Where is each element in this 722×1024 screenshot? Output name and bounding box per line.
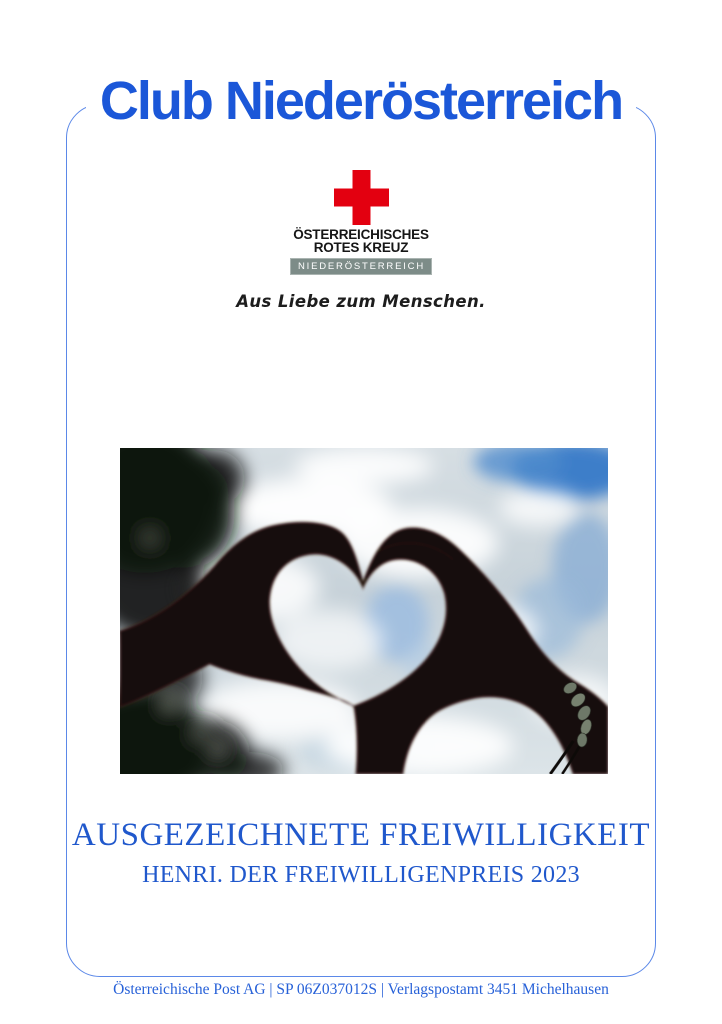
cover-photo-hands-heart xyxy=(120,448,608,774)
org-name xyxy=(293,228,429,254)
club-title-text: Club Niederösterreich xyxy=(86,72,636,130)
masthead xyxy=(0,72,722,130)
cover-subtitle: HENRI. DER FREIWILLIGENPREIS 2023 xyxy=(142,862,580,888)
postal-imprint: Österreichische Post AG | SP 06Z037012S | Verlagspostamt 3451 Michelhausen xyxy=(113,981,609,998)
cover-title: AUSGEZEICHNETE FREIWILLIGKEIT xyxy=(71,817,651,853)
region-badge: NIEDERÖSTERREICH xyxy=(290,258,432,275)
tagline: Aus Liebe zum Menschen. xyxy=(236,292,486,311)
hands-heart-illustration xyxy=(120,448,608,774)
org-name-line2: ROTES KREUZ xyxy=(313,240,409,255)
red-cross-icon xyxy=(334,170,389,225)
org-name-line1: ÖSTERREICHISCHES xyxy=(293,227,429,242)
red-cross-logo xyxy=(0,170,722,311)
